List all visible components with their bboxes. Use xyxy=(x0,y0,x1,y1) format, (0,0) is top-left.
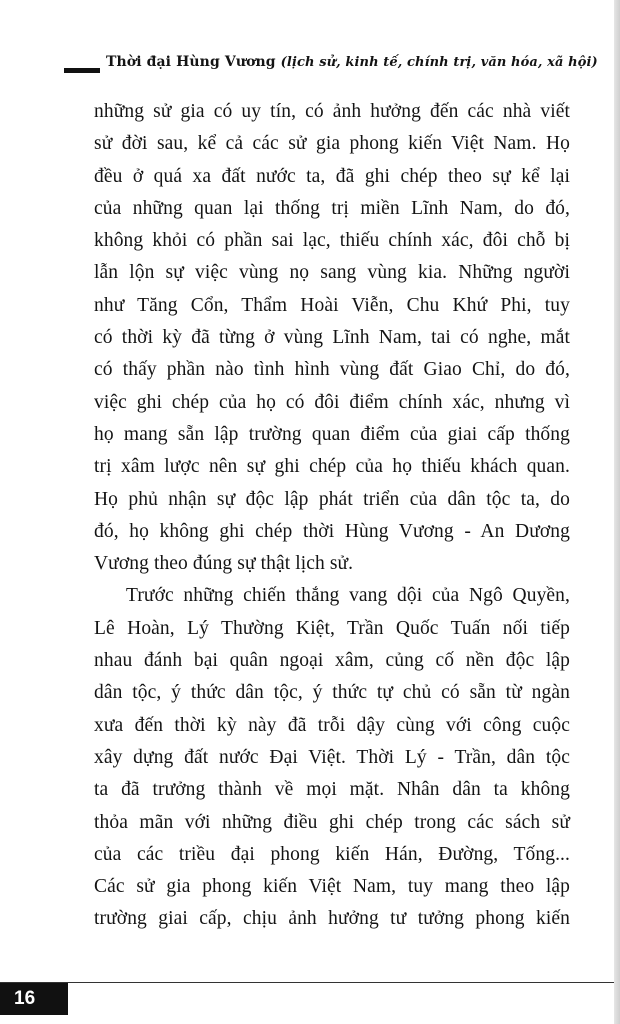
text-line: có thời kỳ đã từng ở vùng Lĩnh Nam, tai có nghe, mắt xyxy=(94,327,570,349)
text-line: xưa đến thời kỳ này đã trỗi dậy cùng với công cuộc xyxy=(94,714,570,736)
page-footer xyxy=(0,982,620,1024)
text-line: trường giai cấp, chịu ảnh hưởng tư tưởng phong kiến xyxy=(94,908,570,930)
text-line: không khỏi có phần sai lạc, thiếu chính xác, đôi chỗ bị xyxy=(94,230,570,252)
text-line: những sử gia có uy tín, có ảnh hưởng đến các nhà viết xyxy=(94,101,570,122)
header-text xyxy=(106,54,598,70)
paragraph-last-line: Vương theo đúng sự thật lịch sử. xyxy=(94,553,354,575)
text-line: có thấy phần nào tình hình vùng đất Giao Chỉ, do đó, xyxy=(94,359,570,381)
header-bar-mark xyxy=(64,68,100,73)
text-line: họ mang sẵn lập trường quan điểm của giai cấp thống xyxy=(94,423,570,445)
body-text xyxy=(94,96,570,936)
text-line: lẫn lộn sự việc vùng nọ sang vùng kia. Những người xyxy=(94,262,570,284)
text-line: việc ghi chép của họ có đôi điểm chính xác, nhưng vì xyxy=(94,391,570,413)
footer-rule xyxy=(0,982,614,983)
text-line: như Tăng Cổn, Thẩm Hoài Viễn, Chu Khứ Phi, tuy xyxy=(94,294,570,316)
text-line: Họ phủ nhận sự độc lập phát triển của dân tộc ta, do xyxy=(94,488,570,510)
text-line: Các sử gia phong kiến Việt Nam, tuy mang theo lập xyxy=(94,876,570,898)
text-line: Lê Hoàn, Lý Thường Kiệt, Trần Quốc Tuấn nối tiếp xyxy=(94,617,570,639)
text-line: thỏa mãn với những điều ghi chép trong các sách sử xyxy=(94,811,570,833)
text-line: trị xâm lược nên sự ghi chép của họ thiếu khách quan. xyxy=(94,456,570,478)
header-title: Thời đại Hùng Vương xyxy=(106,54,276,70)
running-header xyxy=(64,50,598,84)
header-subtitle: (lịch sử, kinh tế, chính trị, văn hóa, xã hội) xyxy=(280,55,598,70)
text-line: của các triều đại phong kiến Hán, Đường, Tống... xyxy=(94,843,570,865)
text-line: ta đã trưởng thành về mọi mặt. Nhân dân ta không xyxy=(94,779,570,801)
paragraph-first-line: Trước những chiến thắng vang dội của Ngô Quyền, xyxy=(126,585,570,607)
text-line: của những quan lại thống trị miền Lĩnh Nam, do đó, xyxy=(94,197,570,219)
text-line: sử đời sau, kể cả các sử gia phong kiến Việt Nam. Họ xyxy=(94,133,570,155)
page-number: 16 xyxy=(14,988,36,1009)
page-edge-shadow xyxy=(614,0,620,1024)
text-line: đều ở quá xa đất nước ta, đã ghi chép theo sự kể lại xyxy=(94,165,570,187)
text-line: đó, họ không ghi chép thời Hùng Vương - An Dương xyxy=(94,520,570,542)
page-number-box xyxy=(0,983,68,1015)
text-line: nhau đánh bại quân ngoại xâm, củng cố nền độc lập xyxy=(94,650,570,672)
text-line: xây dựng đất nước Đại Việt. Thời Lý - Trần, dân tộc xyxy=(94,746,570,768)
text-line: dân tộc, ý thức dân tộc, ý thức tự chủ có sẵn từ ngàn xyxy=(94,682,570,704)
